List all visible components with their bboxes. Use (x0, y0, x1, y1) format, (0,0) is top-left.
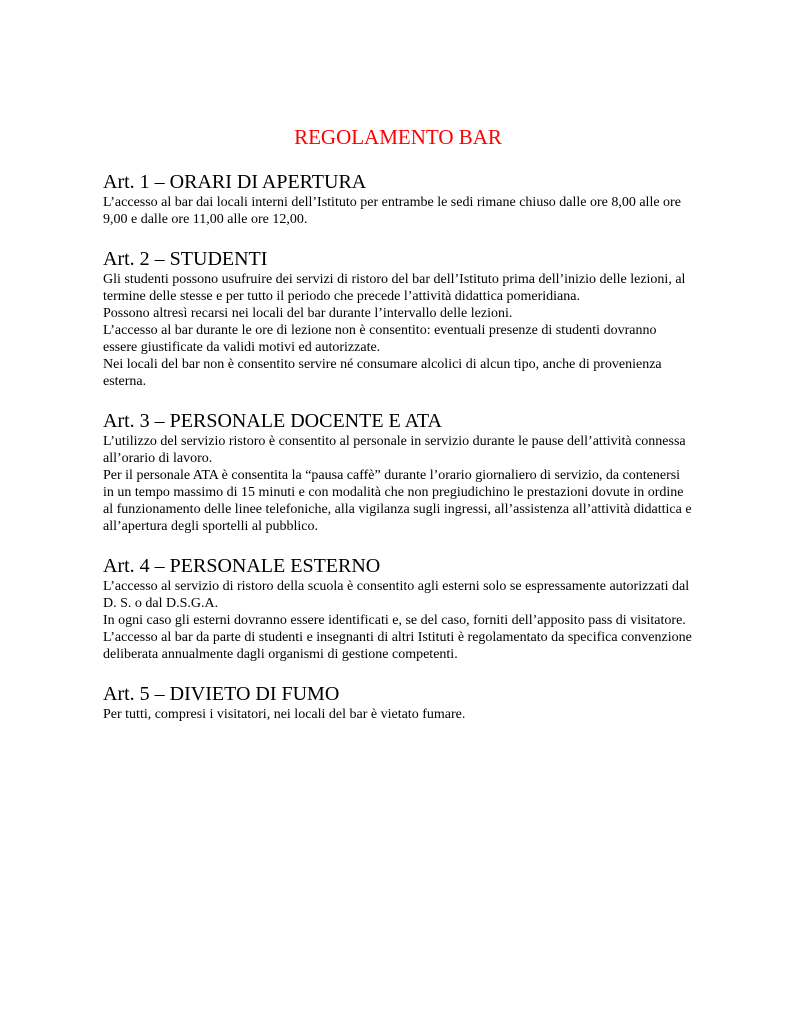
article-paragraph: L’accesso al servizio di ristoro della scuola è consentito agli esterni solo se espressamente autorizzati dal D. S. o dal D.S.G.A. (103, 579, 690, 611)
article-paragraph: L’accesso al bar durante le ore di lezione non è consentito: eventuali presenze di studenti dovranno essere giustificate da validi motivi ed autorizzate. (103, 323, 657, 355)
article-2 (103, 248, 693, 390)
article-paragraph: Nei locali del bar non è consentito servire né consumare alcolici di alcun tipo, anche di provenienza esterna. (103, 357, 662, 389)
article-paragraph: Per il personale ATA è consentita la “pausa caffè” durante l’orario giornaliero di servizio, da contenersi in un tempo massimo di 15 minuti e con modalità che non pregiudichino le prestazioni dovute in ordine al funzionamento delle linee telefoniche, alla vigilanza sugli ingressi, all’assistenza all’attività didattica e all’apertura degli sportelli al pubblico. (103, 468, 692, 534)
article-heading: Art. 3 – PERSONALE DOCENTE E ATA (103, 410, 442, 432)
article-paragraph: In ogni caso gli esterni dovranno essere identificati e, se del caso, forniti dell’apposito pass di visitatore. (103, 613, 686, 628)
article-heading: Art. 4 – PERSONALE ESTERNO (103, 555, 381, 577)
article-5 (103, 683, 693, 723)
article-paragraph: L’accesso al bar dai locali interni dell’Istituto per entrambe le sedi rimane chiuso dalle ore 8,00 alle ore 9,00 e dalle ore 11,00 alle ore 12,00. (103, 195, 681, 227)
article-heading: Art. 2 – STUDENTI (103, 248, 268, 270)
article-3 (103, 410, 693, 535)
article-heading: Art. 5 – DIVIETO DI FUMO (103, 683, 340, 705)
article-heading: Art. 1 – ORARI DI APERTURA (103, 171, 367, 193)
document-page (103, 125, 693, 743)
article-paragraph: Per tutti, compresi i visitatori, nei locali del bar è vietato fumare. (103, 707, 466, 722)
article-1 (103, 171, 693, 228)
article-4 (103, 555, 693, 663)
article-paragraph: L’accesso al bar da parte di studenti e insegnanti di altri Istituti è regolamentato da specifica convenzione deliberata annualmente dagli organismi di gestione competenti. (103, 630, 692, 662)
article-paragraph: L’utilizzo del servizio ristoro è consentito al personale in servizio durante le pause dell’attività connessa all’orario di lavoro. (103, 434, 686, 466)
article-paragraph: Possono altresì recarsi nei locali del bar durante l’intervallo delle lezioni. (103, 306, 513, 321)
article-paragraph: Gli studenti possono usufruire dei servizi di ristoro del bar dell’Istituto prima dell’inizio delle lezioni, al termine delle stesse e per tutto il periodo che precede l’attività didattica pomeridiana. (103, 272, 686, 304)
document-title: REGOLAMENTO BAR (294, 125, 502, 149)
